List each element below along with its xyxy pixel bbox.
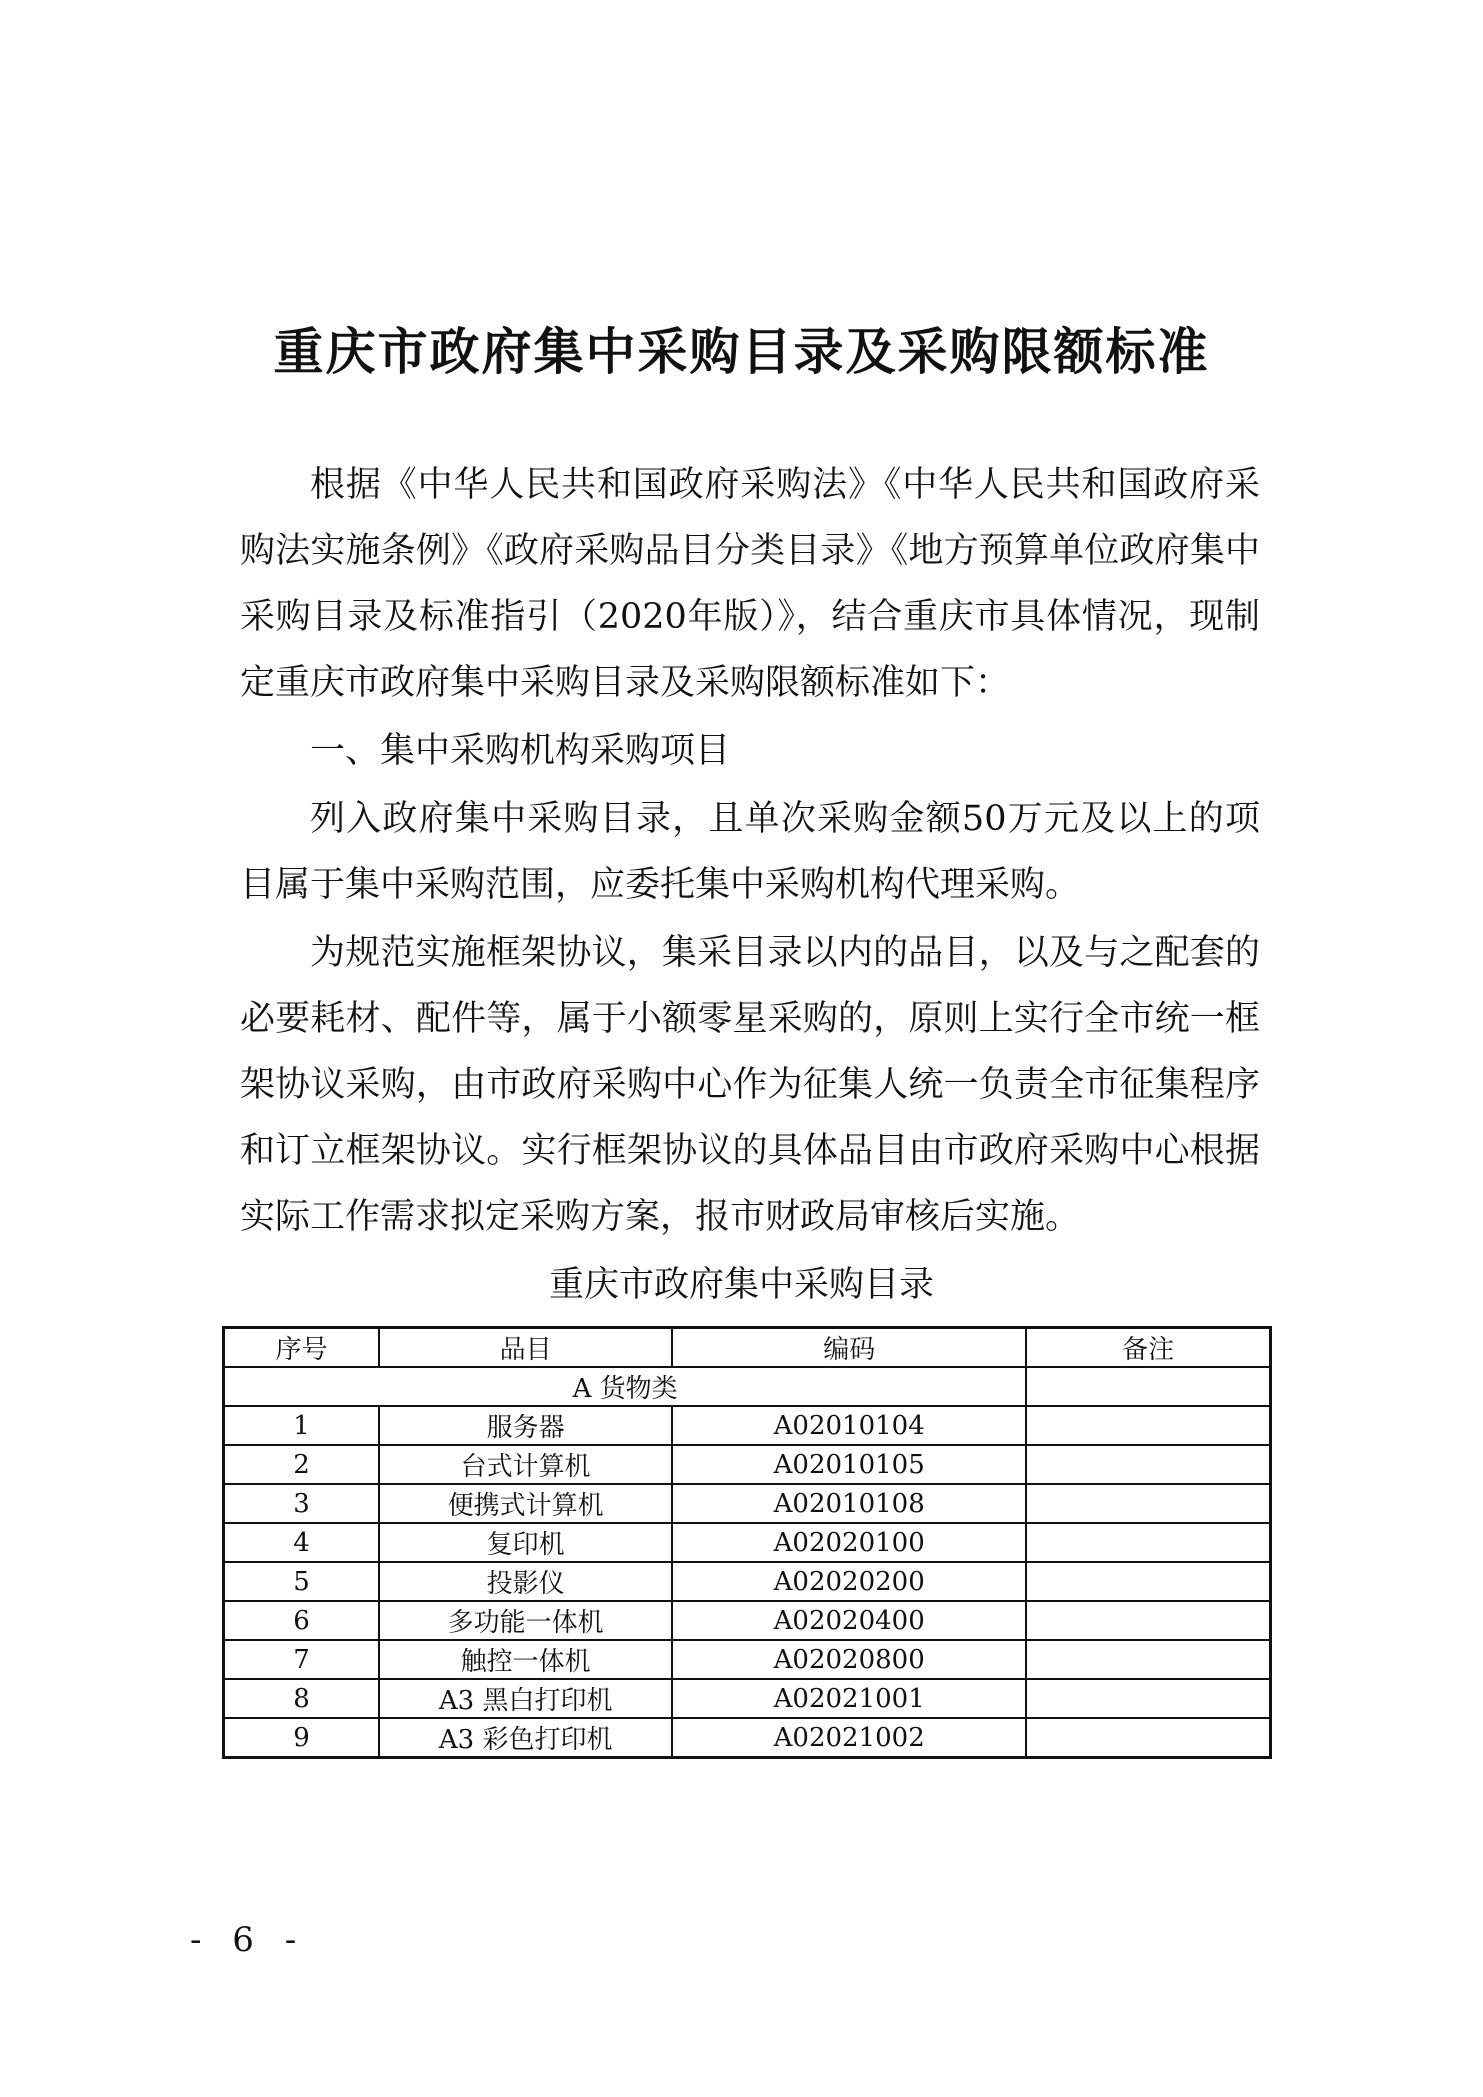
row-item: 触控一体机 <box>379 1640 672 1679</box>
paragraph-intro: 根据《中华人民共和国政府采购法》《中华人民共和国政府采购法实施条例》《政府采购品目分类目录》《地方预算单位政府集中采购目录及标准指引（2020年版）》，结合重庆市具体情况，现制定重庆市政府集中采购目录及采购限额标准如下： <box>240 465 1260 703</box>
category-row <box>224 1367 1271 1406</box>
page-number: - 6 - <box>190 1920 307 1960</box>
table-row <box>224 1562 1271 1601</box>
table-row <box>224 1523 1271 1562</box>
row-code: A02010104 <box>672 1406 1026 1445</box>
row-no: 8 <box>224 1679 380 1718</box>
row-no: 2 <box>224 1445 380 1484</box>
row-note <box>1026 1601 1270 1640</box>
row-note <box>1026 1484 1270 1523</box>
header-code: 编码 <box>672 1328 1026 1368</box>
header-no: 序号 <box>224 1328 380 1368</box>
row-item: 投影仪 <box>379 1562 672 1601</box>
table-header-row <box>224 1328 1271 1368</box>
row-item: 台式计算机 <box>379 1445 672 1484</box>
row-note <box>1026 1523 1270 1562</box>
row-note <box>1026 1562 1270 1601</box>
row-item: A3 彩色打印机 <box>379 1718 672 1758</box>
row-note <box>1026 1406 1270 1445</box>
row-no: 3 <box>224 1484 380 1523</box>
table-row <box>224 1445 1271 1484</box>
procurement-catalog-table <box>222 1326 1272 1759</box>
row-note <box>1026 1679 1270 1718</box>
row-no: 4 <box>224 1523 380 1562</box>
row-no: 5 <box>224 1562 380 1601</box>
row-item: 复印机 <box>379 1523 672 1562</box>
table-row <box>224 1601 1271 1640</box>
table-row <box>224 1406 1271 1445</box>
row-note <box>1026 1718 1270 1758</box>
row-no: 6 <box>224 1601 380 1640</box>
row-note <box>1026 1445 1270 1484</box>
document-body <box>240 452 1260 1252</box>
row-code: A02020100 <box>672 1523 1026 1562</box>
table-row <box>224 1718 1271 1758</box>
document-title: 重庆市政府集中采购目录及采购限额标准 <box>273 323 1210 381</box>
table-row <box>224 1679 1271 1718</box>
category-label: A 货物类 <box>224 1367 1027 1406</box>
section-heading: 一、集中采购机构采购项目 <box>310 731 731 771</box>
row-item: 服务器 <box>379 1406 672 1445</box>
row-note <box>1026 1640 1270 1679</box>
row-item: 便携式计算机 <box>379 1484 672 1523</box>
row-code: A02010105 <box>672 1445 1026 1484</box>
row-no: 7 <box>224 1640 380 1679</box>
paragraph-scope: 列入政府集中采购目录，且单次采购金额50万元及以上的项目属于集中采购范围，应委托集中采购机构代理采购。 <box>240 799 1260 905</box>
row-code: A02020200 <box>672 1562 1026 1601</box>
paragraph-framework: 为规范实施框架协议，集采目录以内的品目，以及与之配套的必要耗材、配件等，属于小额零星采购的，原则上实行全市统一框架协议采购，由市政府采购中心作为征集人统一负责全市征集程序和订立框架协议。实行框架协议的具体品目由市政府采购中心根据实际工作需求拟定采购方案，报市财政局审核后实施。 <box>240 933 1260 1237</box>
row-no: 9 <box>224 1718 380 1758</box>
row-code: A02010108 <box>672 1484 1026 1523</box>
row-code: A02020400 <box>672 1601 1026 1640</box>
category-note-cell <box>1026 1367 1270 1406</box>
header-item: 品目 <box>379 1328 672 1368</box>
row-code: A02020800 <box>672 1640 1026 1679</box>
table-row <box>224 1640 1271 1679</box>
header-note: 备注 <box>1026 1328 1270 1368</box>
row-no: 1 <box>224 1406 380 1445</box>
row-code: A02021002 <box>672 1718 1026 1758</box>
row-item: 多功能一体机 <box>379 1601 672 1640</box>
table-row <box>224 1484 1271 1523</box>
row-code: A02021001 <box>672 1679 1026 1718</box>
table-title: 重庆市政府集中采购目录 <box>548 1265 934 1305</box>
row-item: A3 黑白打印机 <box>379 1679 672 1718</box>
